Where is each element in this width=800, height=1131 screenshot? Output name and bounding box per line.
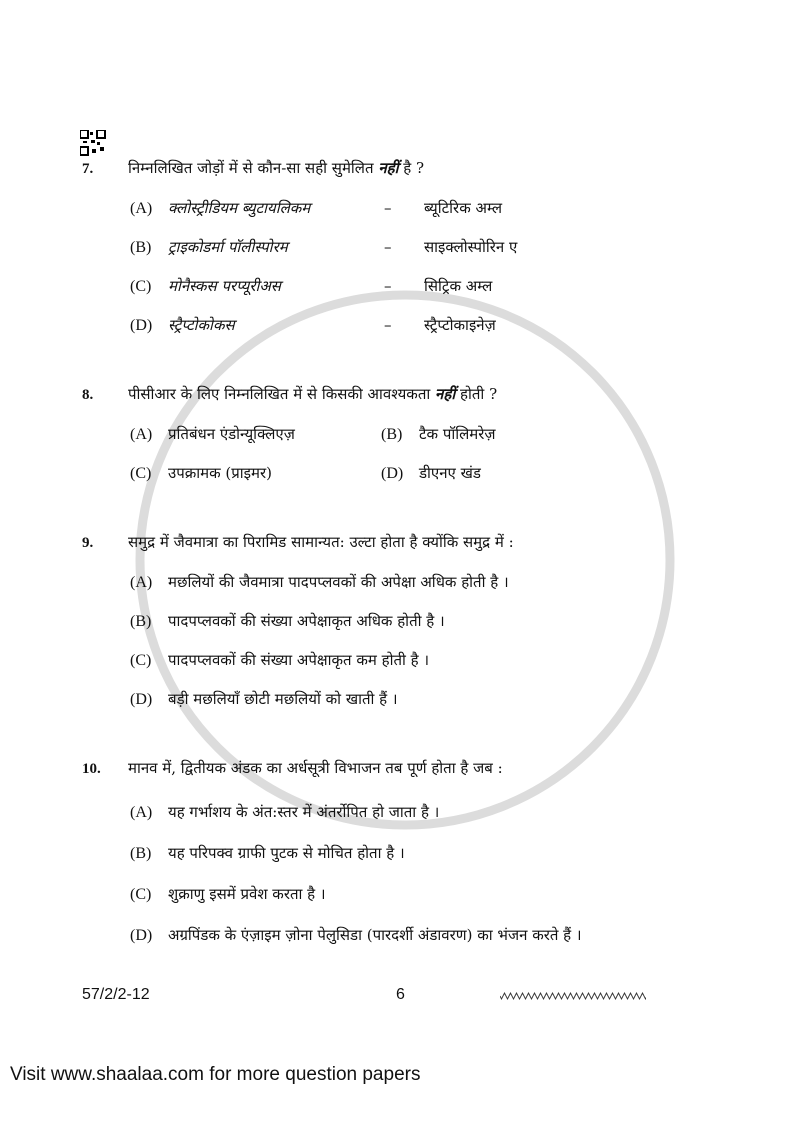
- question-number: 8.: [82, 387, 94, 403]
- option-product: सिट्रिक अम्ल: [424, 277, 493, 295]
- option-product: साइक्लोस्पोरिन ए: [424, 238, 518, 256]
- option-label: (C): [130, 886, 152, 903]
- option-text: डीएनए खंड: [419, 464, 481, 482]
- option-text: यह परिपक्व ग्राफी पुटक से मोचित होता है ।: [168, 844, 405, 862]
- option-label: (B): [130, 239, 152, 256]
- question-number: 10.: [82, 761, 101, 777]
- option-organism: ट्राइकोडर्मा पॉलीस्पोरम: [168, 238, 288, 256]
- option-organism: मोनैस्कस परप्यूरीअस: [168, 277, 281, 295]
- options-list: [130, 198, 780, 354]
- option-text: पादपप्लवकों की संख्या अपेक्षाकृत कम होती है ।: [168, 651, 430, 669]
- option-row: [130, 463, 780, 502]
- options-list: [130, 802, 780, 966]
- option: [381, 463, 632, 483]
- option-row: [130, 237, 780, 276]
- option: [381, 424, 632, 444]
- option-dash: –: [384, 277, 392, 295]
- option-label: (B): [381, 426, 403, 443]
- option-text: टैक पॉलिमरेज़: [419, 425, 496, 443]
- question-line: [82, 384, 780, 408]
- options-list: [130, 572, 780, 728]
- option-label: (D): [130, 927, 153, 944]
- option-row: [130, 689, 780, 728]
- question-text-part: निम्नलिखित जोड़ों में से कौन-सा सही सुमेलित: [128, 159, 374, 177]
- question-text: मानव में, द्वितीयक अंडक का अर्धसूत्री विभाजन तब पूर्ण होता है जब :: [128, 759, 503, 777]
- question-line: [82, 758, 780, 782]
- option: [130, 463, 381, 483]
- option-text: शुक्राणु इसमें प्रवेश करता है ।: [168, 885, 326, 903]
- paper-code: 57/2/2-12: [82, 986, 150, 1003]
- option-product: स्ट्रैप्टोकाइनेज़: [424, 316, 496, 334]
- question-text-part: पीसीआर के लिए निम्नलिखित में से किसकी आवश्यकता: [128, 385, 431, 403]
- question-block: [82, 384, 780, 502]
- question-text-part: है ?: [403, 159, 425, 177]
- option-text: अग्रपिंडक के एंज़ाइम ज़ोना पेलुसिडा (पारदर्शी अंडावरण) का भंजन करते हैं ।: [168, 926, 582, 944]
- question-line: [82, 158, 780, 182]
- option-text: उपक्रामक (प्राइमर): [168, 464, 272, 482]
- page-number: 6: [396, 986, 405, 1003]
- option-text: पादपप्लवकों की संख्या अपेक्षाकृत अधिक होती है ।: [168, 612, 445, 630]
- option-row: [130, 424, 780, 463]
- option-label: (D): [130, 691, 153, 708]
- website-banner: Visit www.shaalaa.com for more question papers: [10, 1064, 421, 1085]
- question-block: [82, 758, 780, 966]
- option-organism: क्लोस्ट्रीडियम ब्युटायलिकम: [168, 199, 311, 217]
- option-text: प्रतिबंधन एंडोन्यूक्लिएज़: [168, 425, 295, 443]
- question-text: समुद्र में जैवमात्रा का पिरामिड सामान्यत: उल्टा होता है क्योंकि समुद्र में :: [128, 533, 514, 551]
- option-dash: –: [384, 199, 392, 217]
- option-row: [130, 650, 780, 689]
- qr-code-icon: [80, 130, 106, 156]
- option-label: (D): [381, 465, 404, 482]
- question-line: [82, 532, 780, 556]
- option-text: मछलियों की जैवमात्रा पादपप्लवकों की अपेक्षा अधिक होती है ।: [168, 573, 509, 591]
- question-text-part: होती ?: [460, 385, 498, 403]
- question-number: 7.: [82, 161, 94, 177]
- option-dash: –: [384, 238, 392, 256]
- option-row: [130, 276, 780, 315]
- option-label: (D): [130, 317, 153, 334]
- option-row: [130, 198, 780, 237]
- wavy-line-decoration: [500, 992, 646, 1000]
- option-text: यह गर्भाशय के अंत:स्तर में अंतर्रोपित हो जाता है ।: [168, 803, 440, 821]
- question-emphasis: नहीं: [435, 385, 456, 403]
- option-row: [130, 884, 780, 925]
- question-block: [82, 158, 780, 354]
- option-row: [130, 572, 780, 611]
- option-row: [130, 315, 780, 354]
- option-row: [130, 843, 780, 884]
- option-label: (A): [130, 574, 153, 591]
- option-row: [130, 611, 780, 650]
- question-text: [128, 384, 497, 404]
- option-label: (C): [130, 652, 152, 669]
- option-label: (C): [130, 278, 152, 295]
- option-label: (A): [130, 200, 153, 217]
- question-block: [82, 532, 780, 728]
- question-emphasis: नहीं: [378, 159, 399, 177]
- option-dash: –: [384, 316, 392, 334]
- option-label: (C): [130, 465, 152, 482]
- option-label: (A): [130, 426, 153, 443]
- option-text: बड़ी मछलियाँ छोटी मछलियों को खाती हैं ।: [168, 690, 398, 708]
- option-row: [130, 925, 780, 966]
- option: [130, 424, 381, 444]
- option-label: (B): [130, 613, 152, 630]
- option-row: [130, 802, 780, 843]
- question-text: [128, 158, 424, 178]
- option-label: (B): [130, 845, 152, 862]
- question-number: 9.: [82, 535, 94, 551]
- options-list: [130, 424, 780, 502]
- option-organism: स्ट्रैप्टोकोकस: [168, 316, 235, 334]
- option-product: ब्यूटिरिक अम्ल: [424, 199, 503, 217]
- option-label: (A): [130, 804, 153, 821]
